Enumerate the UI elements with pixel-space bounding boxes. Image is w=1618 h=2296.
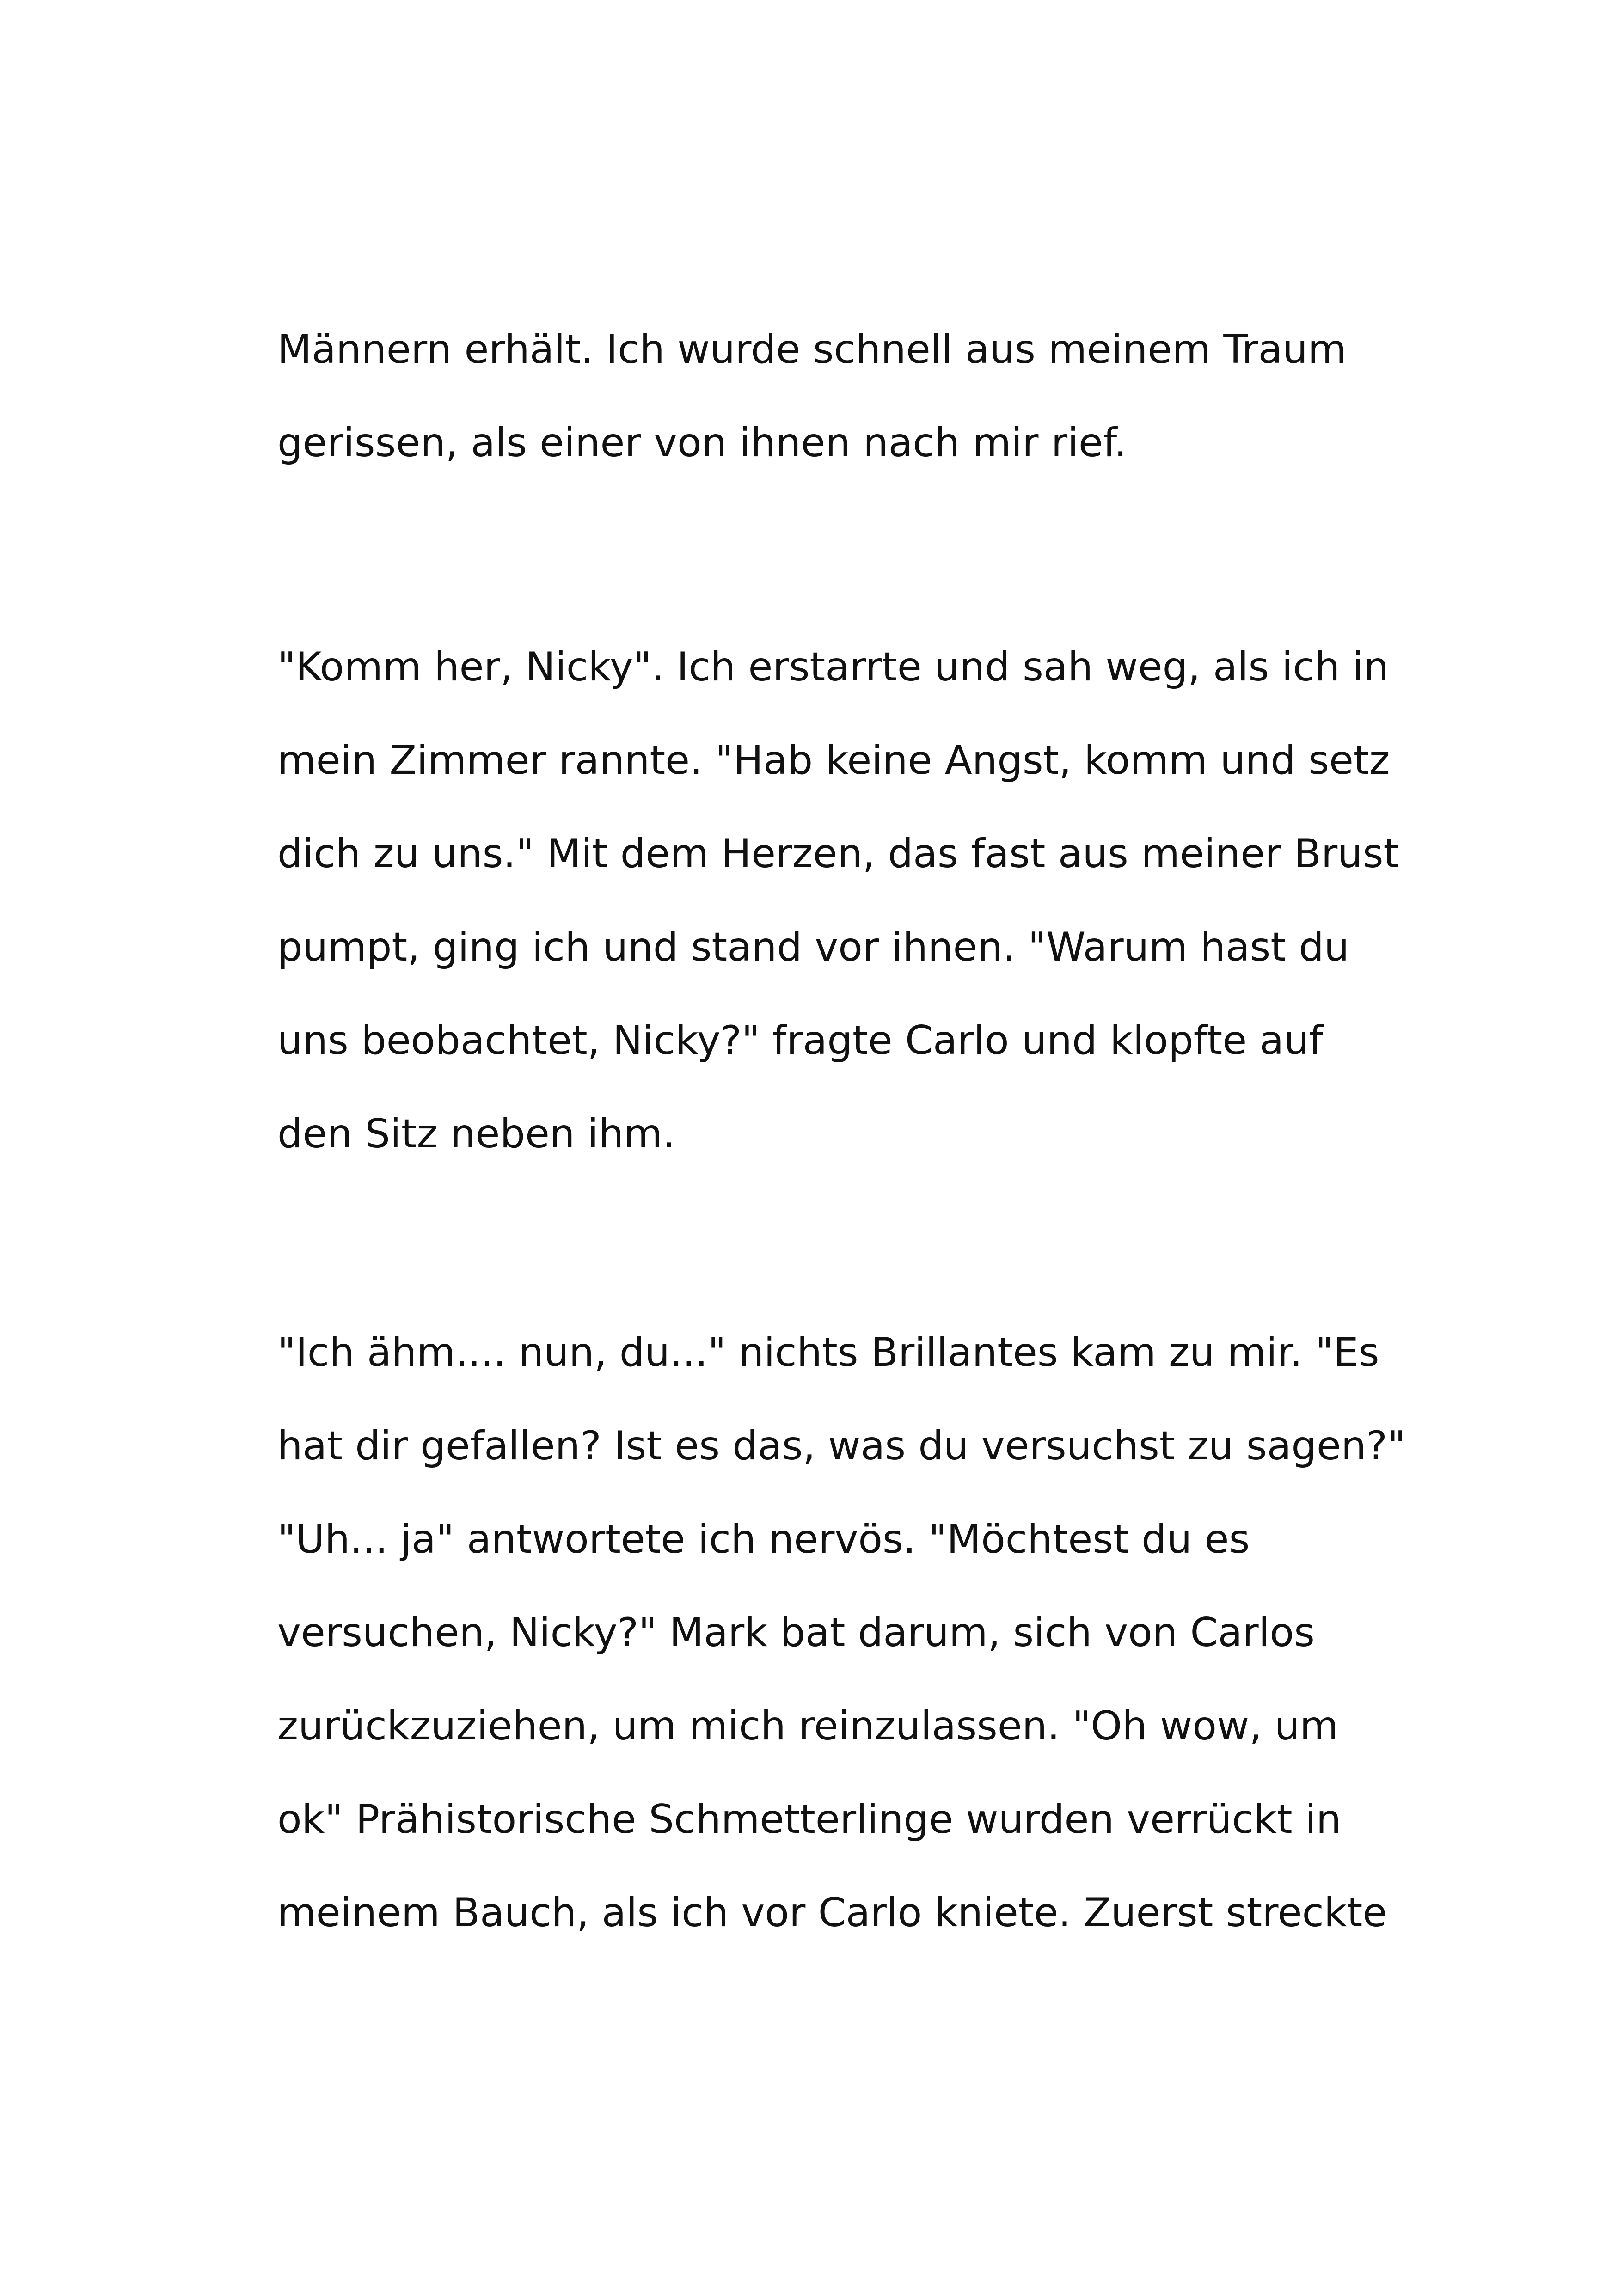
paragraph-1 [277,303,1387,490]
text-line: zurückzuziehen, um mich reinzulassen. "Oh wow, um [277,1703,1339,1749]
text-line: meinem Bauch, als ich vor Carlo kniete. Zuerst streckte [277,1890,1387,1936]
text-line: dich zu uns." Mit dem Herzen, das fast aus meiner Brust [277,831,1399,877]
paragraph-3 [277,1306,1406,1959]
text-line: mein Zimmer rannte. "Hab keine Angst, komm und setz [277,737,1390,784]
text-line: hat dir gefallen? Ist es das, was du versuchst zu sagen?" [277,1423,1406,1469]
text-line: ok" Prähistorische Schmetterlinge wurden verrückt in [277,1796,1342,1843]
text-line: versuchen, Nicky?" Mark bat darum, sich von Carlos [277,1610,1315,1656]
text-line: pumpt, ging ich und stand vor ihnen. "Warum hast du [277,924,1349,970]
paragraph-2 [277,620,1399,1181]
text-line: "Komm her, Nicky". Ich erstarrte und sah weg, als ich in [277,644,1389,690]
text-line: "Ich ähm.... nun, du..." nichts Brillantes kam zu mir. "Es [277,1329,1379,1376]
text-line: "Uh... ja" antwortete ich nervös. "Möchtest du es [277,1516,1250,1562]
text-line: gerissen, als einer von ihnen nach mir rief. [277,420,1127,466]
text-line: den Sitz neben ihm. [277,1111,675,1157]
text-line: uns beobachtet, Nicky?" fragte Carlo und klopfte auf [277,1017,1323,1064]
text-line: Männern erhält. Ich wurde schnell aus meinem Traum [277,326,1347,373]
